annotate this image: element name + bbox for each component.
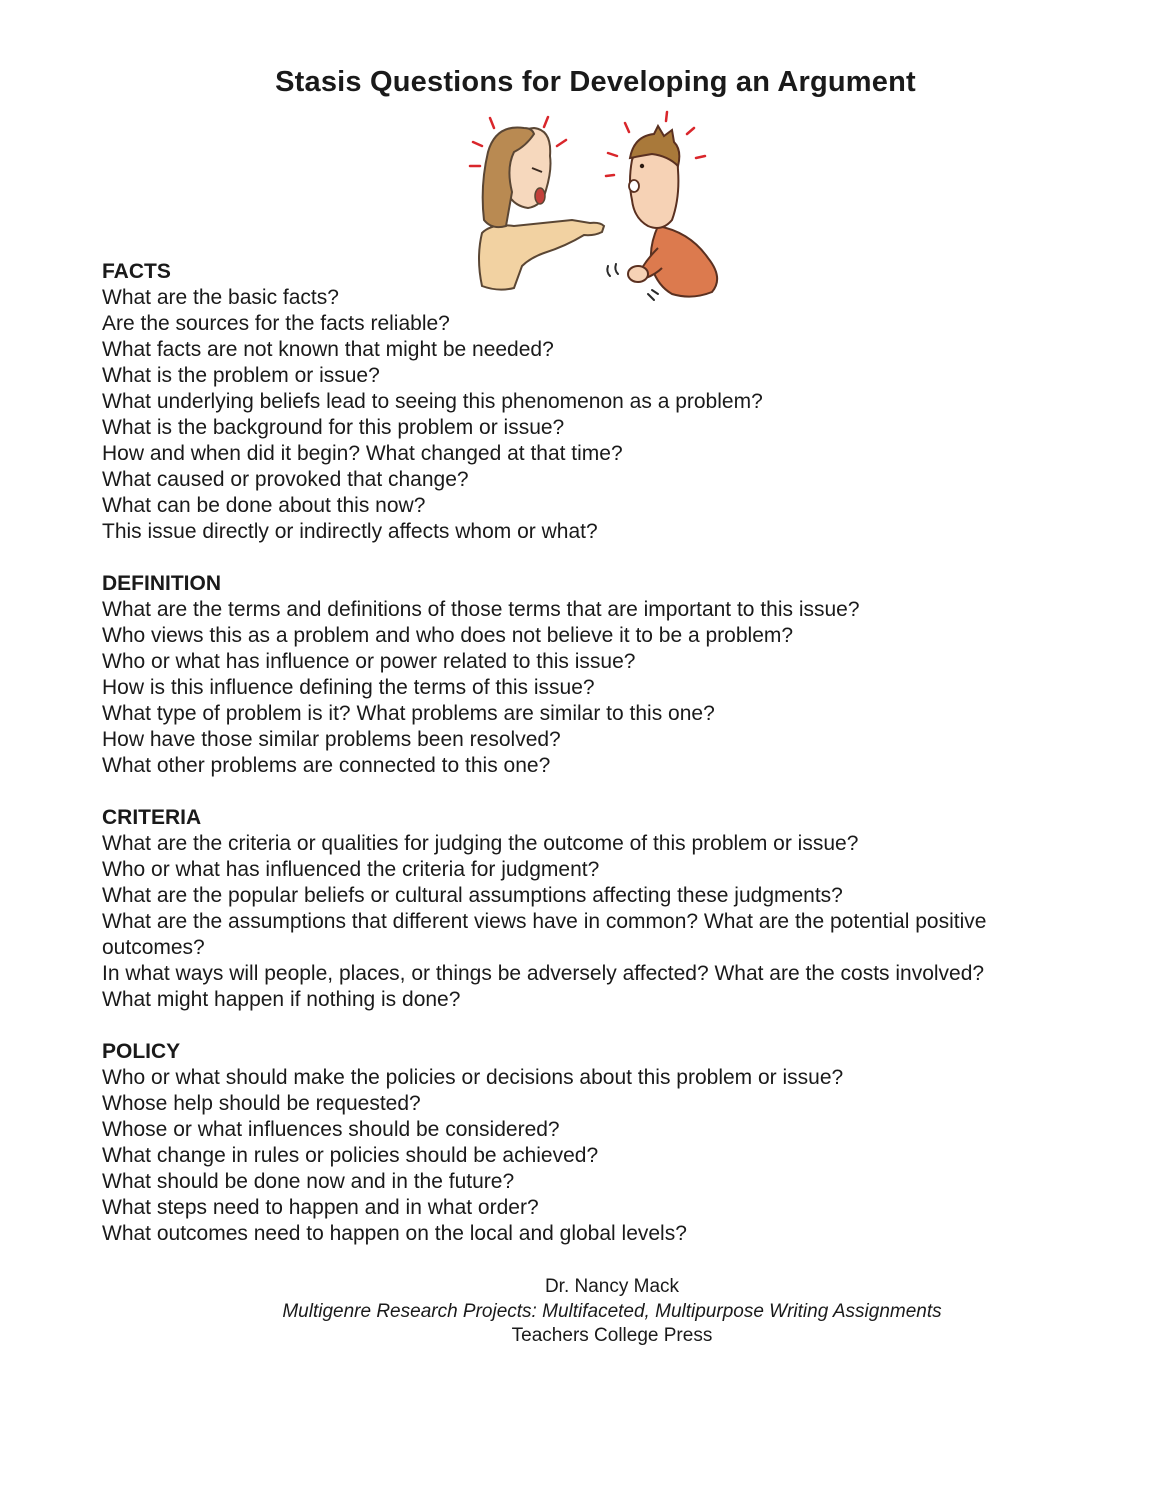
question: What are the popular beliefs or cultural assumptions affecting these judgments? (102, 884, 843, 907)
question: Are the sources for the facts reliable? (102, 312, 450, 335)
section-definition (102, 571, 1092, 779)
question: How and when did it begin? What changed at that time? (102, 442, 623, 465)
section-policy (102, 1039, 1092, 1247)
question: What change in rules or policies should be achieved? (102, 1144, 599, 1167)
question: This issue directly or indirectly affects whom or what? (102, 520, 598, 543)
question: What steps need to happen and in what order? (102, 1196, 539, 1219)
question: What underlying beliefs lead to seeing this phenomenon as a problem? (102, 390, 763, 413)
question: What facts are not known that might be needed? (102, 338, 554, 361)
section-heading: FACTS (102, 260, 171, 283)
question: What other problems are connected to this one? (102, 754, 551, 777)
question: What is the background for this problem or issue? (102, 416, 565, 439)
question: What are the terms and definitions of those terms that are important to this issue? (102, 598, 860, 621)
question: In what ways will people, places, or things be adversely affected? What are the costs involved? (102, 962, 985, 985)
question: What are the assumptions that different views have in common? What are the potential positive outcomes? (102, 910, 987, 959)
question: Who or what should make the policies or decisions about this problem or issue? (102, 1066, 844, 1089)
question: What type of problem is it? What problems are similar to this one? (102, 702, 715, 725)
question: What are the criteria or qualities for judging the outcome of this problem or issue? (102, 832, 859, 855)
section-heading: POLICY (102, 1040, 181, 1063)
question: How is this influence defining the terms of this issue? (102, 676, 595, 699)
question: What might happen if nothing is done? (102, 988, 461, 1011)
question: What should be done now and in the future? (102, 1170, 515, 1193)
question: Whose help should be requested? (102, 1092, 421, 1115)
question: What caused or provoked that change? (102, 468, 469, 491)
question-sections (102, 259, 1092, 1273)
publisher: Teachers College Press (511, 1325, 713, 1346)
question: Whose or what influences should be considered? (102, 1118, 560, 1141)
section-criteria (102, 805, 1092, 1013)
question: Who views this as a problem and who does not believe it to be a problem? (102, 624, 794, 647)
section-facts (102, 259, 1092, 545)
section-heading: DEFINITION (102, 572, 221, 595)
question: Who or what has influenced the criteria for judgment? (102, 858, 600, 881)
question: Who or what has influence or power related to this issue? (102, 650, 636, 673)
question: What is the problem or issue? (102, 364, 380, 387)
page-title: Stasis Questions for Developing an Argument (275, 66, 916, 98)
question: What are the basic facts? (102, 286, 339, 309)
citation (0, 1275, 1156, 1349)
question: What outcomes need to happen on the local and global levels? (102, 1222, 687, 1245)
question: How have those similar problems been resolved? (102, 728, 561, 751)
author: Dr. Nancy Mack (544, 1276, 680, 1297)
book-title: Multigenre Research Projects: Multifaceted, Multipurpose Writing Assignments (282, 1300, 942, 1322)
section-heading: CRITERIA (102, 806, 202, 829)
question: What can be done about this now? (102, 494, 426, 517)
